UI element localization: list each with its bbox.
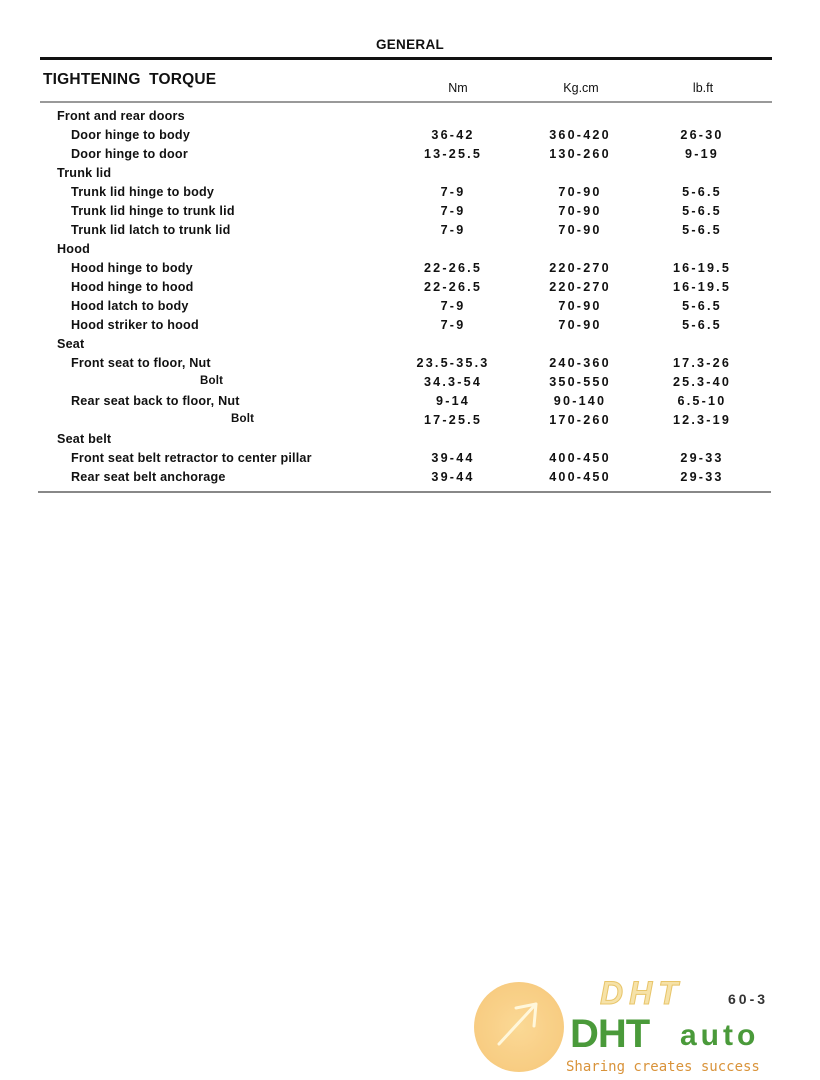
watermark-outline-text: DHT — [600, 975, 684, 1011]
table-row — [0, 354, 820, 373]
value-nm: 22-26.5 — [423, 280, 483, 294]
value-kgcm: 70-90 — [558, 299, 602, 313]
value-lbft: 25.3-40 — [672, 375, 732, 389]
group-label: Trunk lid — [57, 166, 112, 180]
column-header-lbft: lb.ft — [692, 81, 714, 95]
component-label: Front seat belt retractor to center pillar — [71, 451, 312, 465]
value-kgcm: 400-450 — [549, 451, 611, 465]
table-bottom-rule — [38, 491, 771, 493]
value-nm: 23.5-35.3 — [416, 356, 490, 370]
value-lbft: 5-6.5 — [682, 299, 722, 313]
value-lbft: 29-33 — [680, 470, 724, 484]
value-kgcm: 350-550 — [549, 375, 611, 389]
table-row — [0, 411, 820, 430]
component-label: Bolt — [231, 413, 255, 425]
value-nm: 7-9 — [440, 299, 466, 313]
component-label: Front seat to floor, Nut — [71, 356, 211, 370]
table-row — [0, 221, 820, 240]
value-nm: 17-25.5 — [423, 413, 483, 427]
watermark-arrow-circle-icon — [474, 982, 564, 1072]
table-row — [0, 202, 820, 221]
table-group-row — [0, 430, 820, 449]
value-nm: 39-44 — [431, 470, 475, 484]
table-group-row — [0, 107, 820, 126]
component-label: Trunk lid hinge to body — [71, 185, 215, 199]
table-row — [0, 392, 820, 411]
component-label: Hood latch to body — [71, 299, 189, 313]
table-top-rule — [40, 101, 772, 103]
torque-table — [0, 107, 820, 487]
arrow-up-right-icon — [474, 982, 564, 1072]
table-group-row — [0, 240, 820, 259]
table-row — [0, 468, 820, 487]
group-label: Seat — [57, 337, 85, 351]
value-kgcm: 360-420 — [549, 128, 611, 142]
component-label: Trunk lid latch to trunk lid — [71, 223, 231, 237]
component-label: Hood hinge to hood — [71, 280, 194, 294]
value-nm: 36-42 — [431, 128, 475, 142]
watermark-logo: DHT — [570, 1012, 650, 1056]
value-kgcm: 90-140 — [553, 394, 607, 408]
component-label: Rear seat belt anchorage — [71, 470, 226, 484]
component-label: Hood hinge to body — [71, 261, 193, 275]
value-kgcm: 220-270 — [549, 261, 611, 275]
value-lbft: 17.3-26 — [672, 356, 732, 370]
section-header: GENERAL — [375, 37, 445, 52]
value-lbft: 5-6.5 — [682, 223, 722, 237]
value-lbft: 9-19 — [684, 147, 719, 161]
value-kgcm: 130-260 — [549, 147, 611, 161]
table-row — [0, 449, 820, 468]
table-row — [0, 259, 820, 278]
group-label: Hood — [57, 242, 90, 256]
value-kgcm: 400-450 — [549, 470, 611, 484]
value-lbft: 12.3-19 — [672, 413, 732, 427]
column-header-nm: Nm — [448, 81, 468, 95]
page-number: 60-3 — [728, 991, 769, 1007]
table-row — [0, 278, 820, 297]
group-label: Seat belt — [57, 432, 112, 446]
value-lbft: 29-33 — [680, 451, 724, 465]
component-label: Door hinge to door — [71, 147, 188, 161]
table-row — [0, 316, 820, 335]
value-nm: 7-9 — [440, 223, 466, 237]
table-row — [0, 126, 820, 145]
component-label: Hood striker to hood — [71, 318, 199, 332]
value-lbft: 5-6.5 — [682, 204, 722, 218]
value-lbft: 26-30 — [680, 128, 724, 142]
value-nm: 22-26.5 — [423, 261, 483, 275]
value-kgcm: 70-90 — [558, 204, 602, 218]
value-kgcm: 70-90 — [558, 223, 602, 237]
value-lbft: 16-19.5 — [672, 261, 732, 275]
table-row — [0, 145, 820, 164]
table-title: TIGHTENING TORQUE — [43, 71, 217, 88]
value-nm: 7-9 — [440, 185, 466, 199]
value-kgcm: 170-260 — [549, 413, 611, 427]
value-lbft: 6.5-10 — [677, 394, 727, 408]
column-header-kgcm: Kg.cm — [563, 81, 599, 95]
table-group-row — [0, 164, 820, 183]
value-kgcm: 70-90 — [558, 185, 602, 199]
table-row — [0, 373, 820, 392]
value-kgcm: 240-360 — [549, 356, 611, 370]
value-nm: 7-9 — [440, 318, 466, 332]
watermark-tagline: Sharing creates success — [566, 1059, 760, 1075]
value-nm: 13-25.5 — [423, 147, 483, 161]
group-label: Front and rear doors — [57, 109, 185, 123]
watermark-auto: auto — [680, 1019, 760, 1052]
value-kgcm: 70-90 — [558, 318, 602, 332]
component-label: Bolt — [200, 375, 224, 387]
value-nm: 39-44 — [431, 451, 475, 465]
value-nm: 7-9 — [440, 204, 466, 218]
component-label: Rear seat back to floor, Nut — [71, 394, 240, 408]
value-lbft: 5-6.5 — [682, 318, 722, 332]
table-row — [0, 297, 820, 316]
table-group-row — [0, 335, 820, 354]
value-nm: 34.3-54 — [423, 375, 483, 389]
header-rule — [40, 57, 772, 60]
value-nm: 9-14 — [435, 394, 470, 408]
value-kgcm: 220-270 — [549, 280, 611, 294]
component-label: Trunk lid hinge to trunk lid — [71, 204, 235, 218]
component-label: Door hinge to body — [71, 128, 191, 142]
table-row — [0, 183, 820, 202]
value-lbft: 5-6.5 — [682, 185, 722, 199]
value-lbft: 16-19.5 — [672, 280, 732, 294]
